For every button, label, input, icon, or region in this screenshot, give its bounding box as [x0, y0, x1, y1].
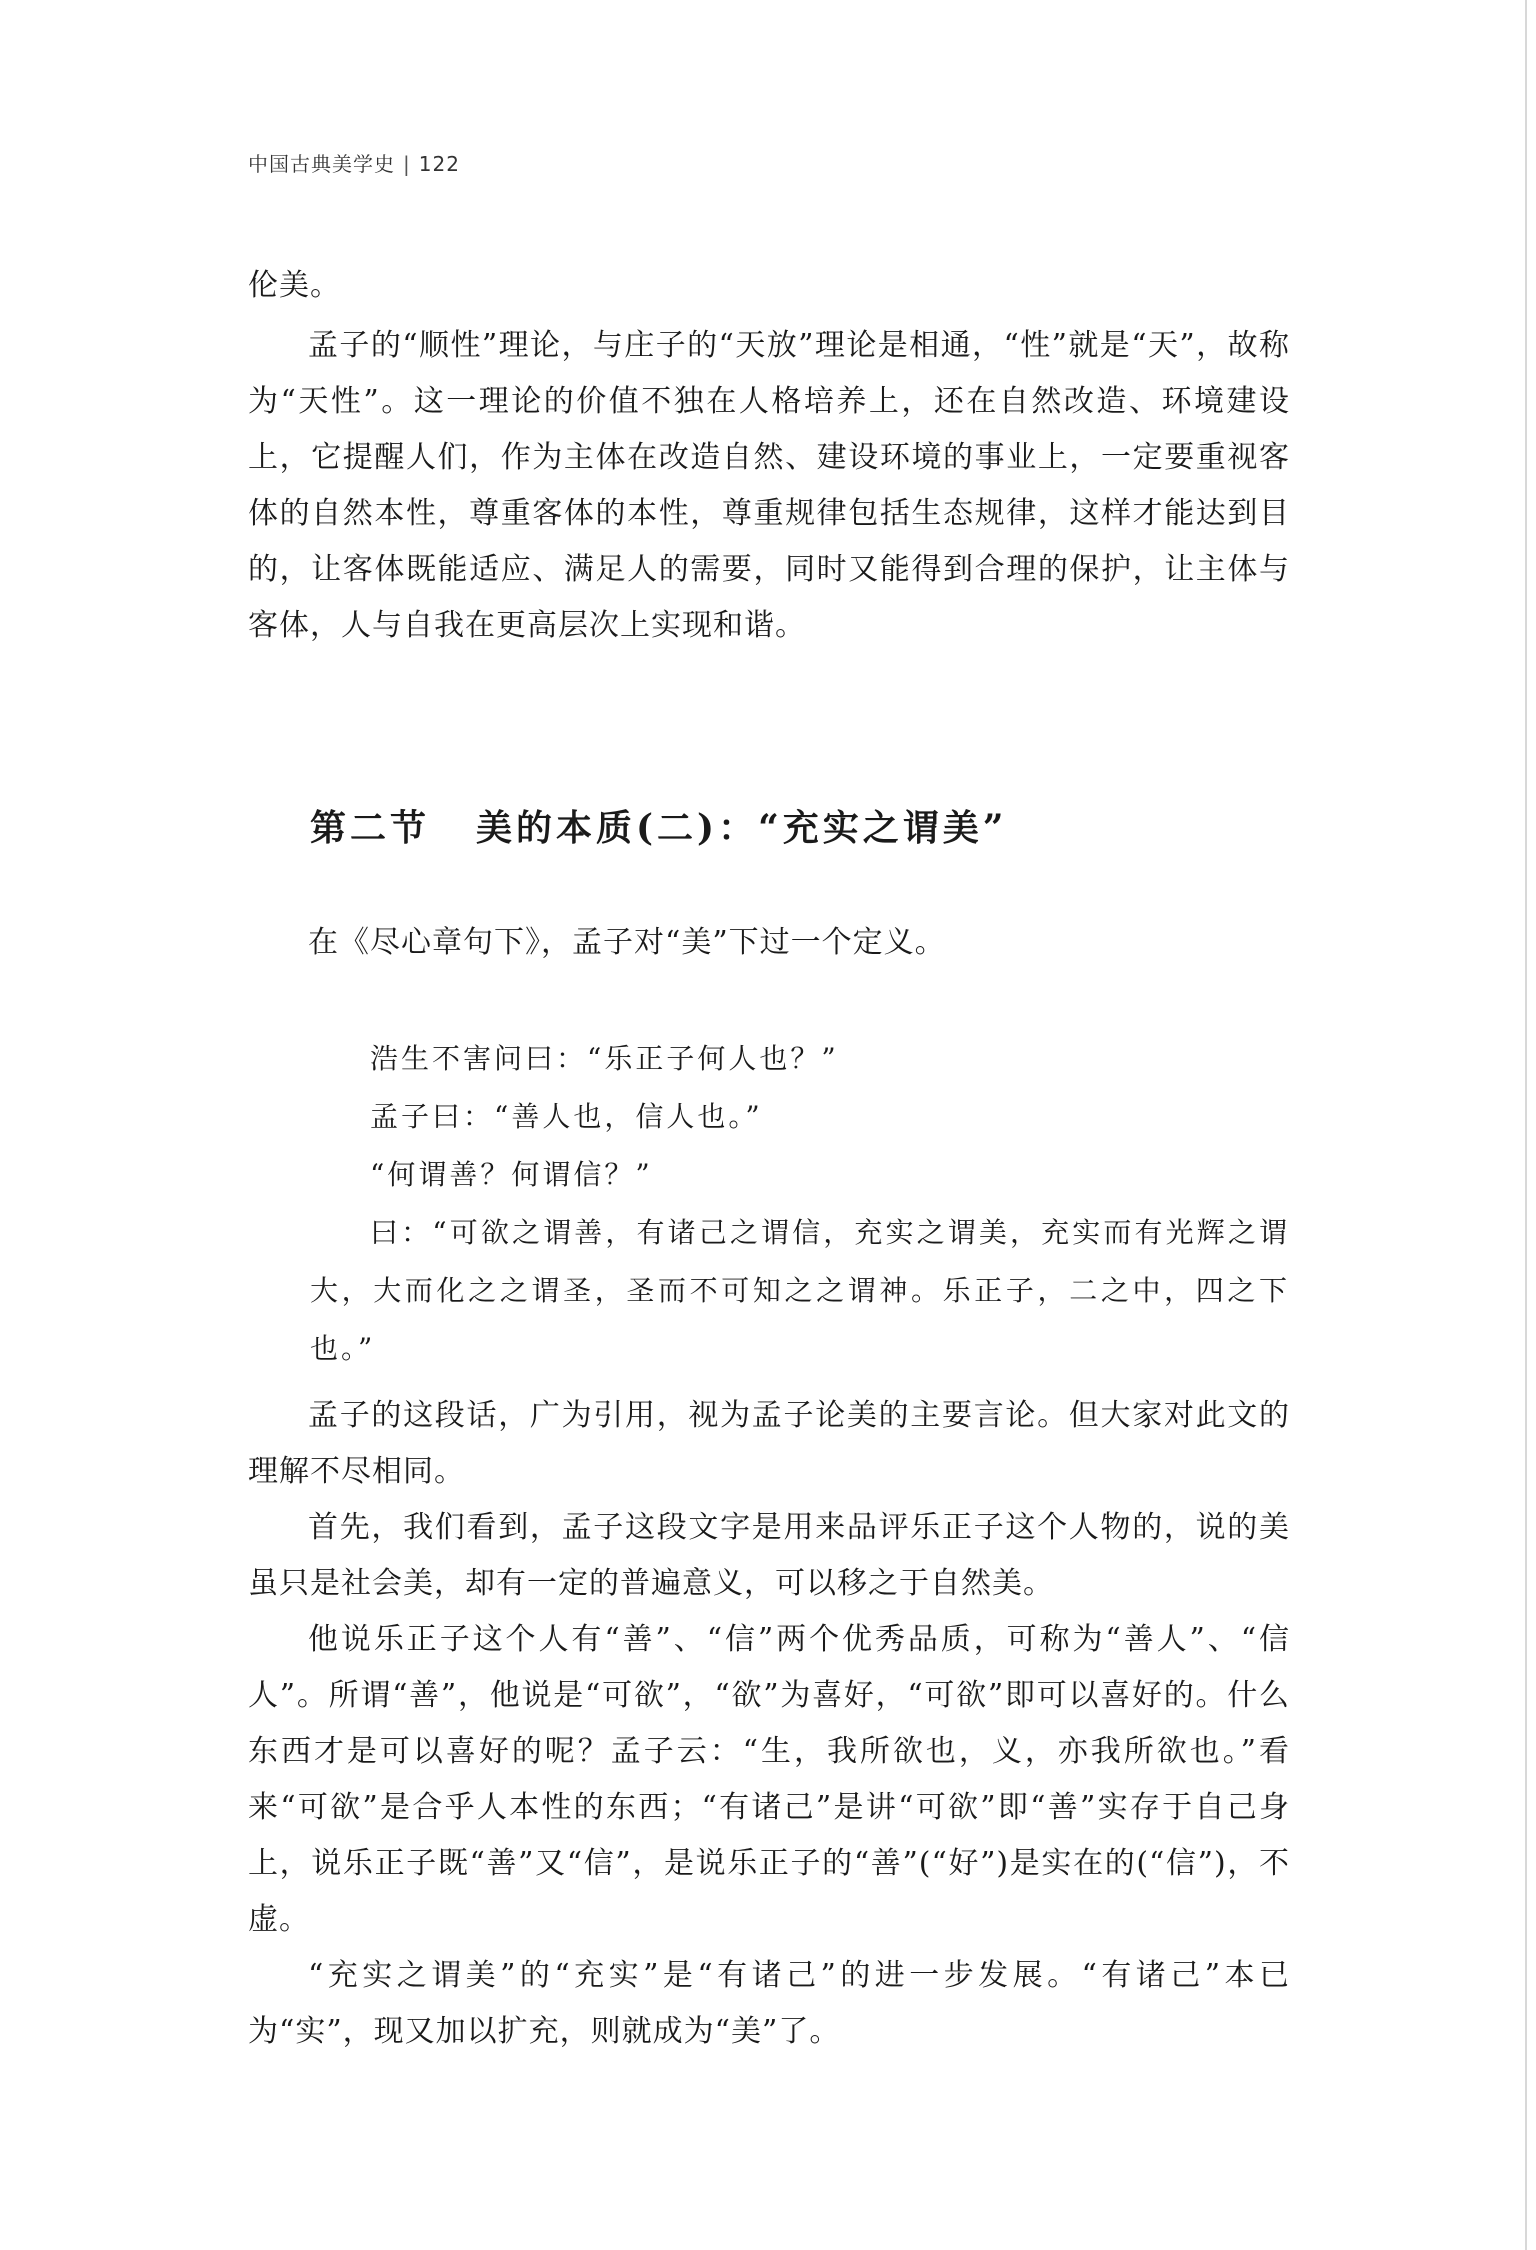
quote-line: 浩生不害问曰：“乐正子何人也？”: [370, 1042, 839, 1075]
top-text-block: [248, 258, 1290, 654]
section-heading: [310, 800, 1008, 851]
page-edge-rule: [1525, 0, 1527, 2250]
intro-block: [248, 915, 1290, 971]
book-title: 中国古典美学史: [248, 152, 395, 176]
intro-paragraph: 在《尽心章句下》，孟子对“美”下过一个定义。: [308, 925, 946, 960]
quote-line: “何谓善？何谓信？”: [370, 1158, 653, 1191]
paragraph: “充实之谓美”的“充实”是“有诸己”的进一步发展。“有诸己”本已为“实”，现又加以扩充，则就成为“美”了。: [248, 1958, 1290, 2049]
bottom-text-block: [248, 1388, 1290, 2060]
paragraph: 孟子的“顺性”理论，与庄子的“天放”理论是相通，“性”就是“天”，故称为“天性”。这一理论的价值不独在人格培养上，还在自然改造、环境建设上，它提醒人们，作为主体在改造自然、建设环境的事业上，一定要重视客体的自然本性，尊重客体的本性，尊重规律包括生态规律，这样才能达到目的，让客体既能适应、满足人的需要，同时又能得到合理的保护，让主体与客体，人与自我在更高层次上实现和谐。: [248, 328, 1290, 643]
paragraph: 孟子的这段话，广为引用，视为孟子论美的主要言论。但大家对此文的理解不尽相同。: [248, 1398, 1290, 1489]
section-title: 美的本质(二)：“充实之谓美”: [476, 807, 1008, 849]
quote-line: 曰：“可欲之谓善，有诸己之谓信，充实之谓美，充实而有光辉之谓大，大而化之之谓圣，圣而不可知之之谓神。乐正子，二之中，四之下也。”: [310, 1216, 1290, 1365]
header-separator: |: [403, 152, 411, 176]
page-number: 122: [418, 152, 460, 176]
running-header: [248, 148, 460, 177]
quotation-block: [310, 1030, 1290, 1378]
paragraph: 他说乐正子这个人有“善”、“信”两个优秀品质，可称为“善人”、“信人”。所谓“善”，他说是“可欲”，“欲”为喜好，“可欲”即可以喜好的。什么东西才是可以喜好的呢？孟子云：“生，我所欲也，义，亦我所欲也。”看来“可欲”是合乎人本性的东西；“有诸己”是讲“可欲”即“善”实存于自己身上，说乐正子既“善”又“信”，是说乐正子的“善”(“好”)是实在的(“信”)，不虚。: [248, 1622, 1290, 1937]
paragraph: 伦美。: [248, 268, 341, 303]
quote-line: 孟子曰：“善人也，信人也。”: [370, 1100, 763, 1133]
section-number: 第二节: [310, 807, 431, 849]
paragraph: 首先，我们看到，孟子这段文字是用来品评乐正子这个人物的，说的美虽只是社会美，却有一定的普遍意义，可以移之于自然美。: [248, 1510, 1290, 1601]
